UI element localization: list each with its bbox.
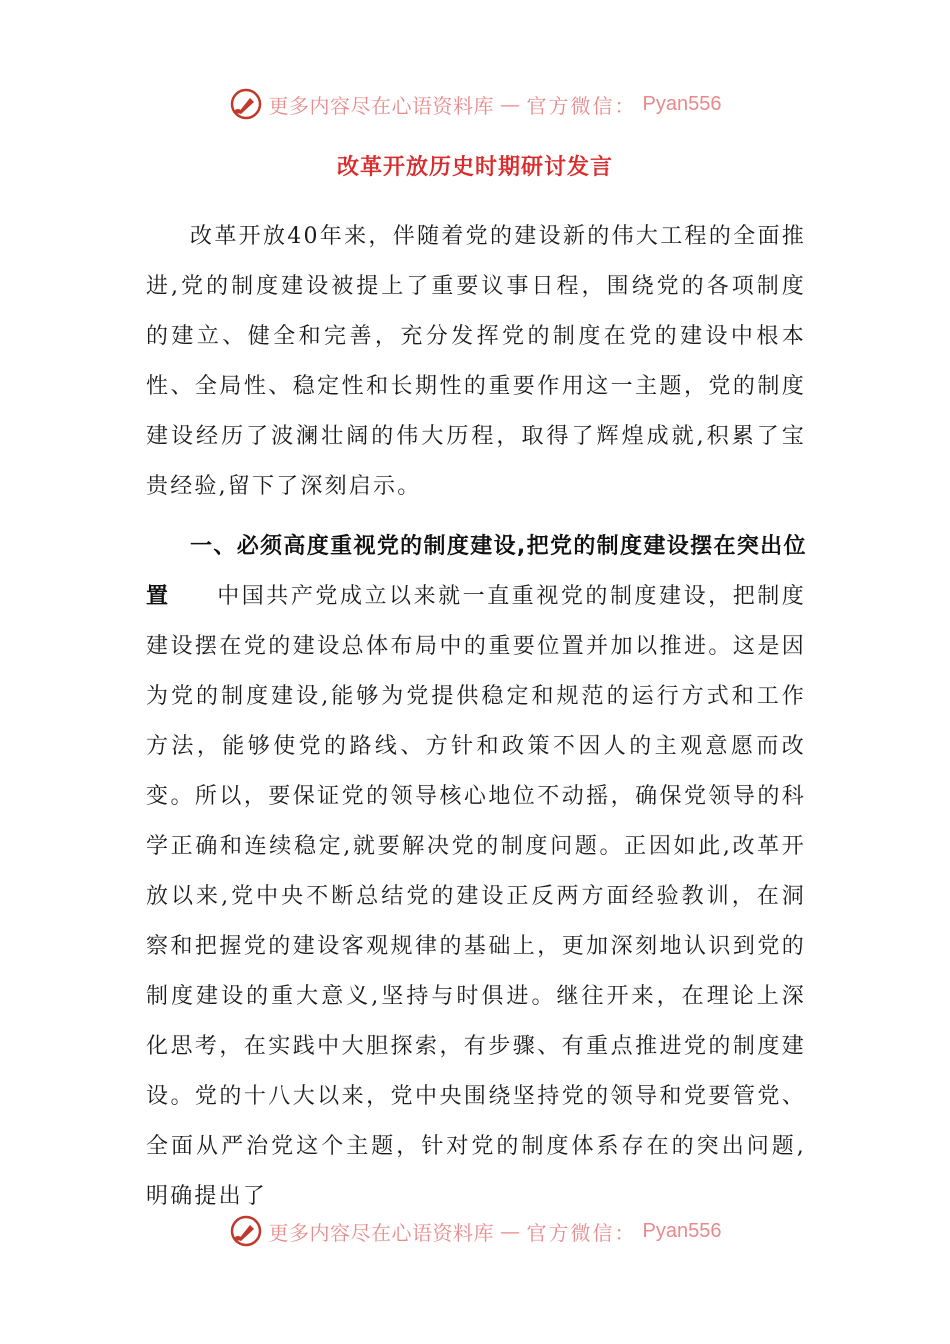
section-1-heading: 一、必须高度重视党的制度建设,把党的制度建设摆在突出位置 bbox=[146, 534, 806, 609]
banner-wechat-id: Pyan556 bbox=[642, 1219, 722, 1242]
section-1-body: 中国共产党成立以来就一直重视党的制度建设，把制度建设摆在党的建设总体布局中的重要位置并加以推进。这是因为党的制度建设,能够为党提供稳定和规范的运行方式和工作方法，能够使党的路线、方针和政策不因人的主观意愿而改变。所以，要保证党的领导核心地位不动摇，确保党领导的科学正确和连续稳定,就要解决党的制度问题。正因如此,改革开放以来,党中央不断总结党的建设正反两方面经验教训，在洞察和把握党的建设客观规律的基础上，更加深刻地认识到党的制度建设的重大意义,坚持与时俱进。继往开来，在理论上深化思考，在实践中大胆探索，有步骤、有重点推进党的制度建设。党的十八大以来，党中央围绕坚持党的领导和党要管党、全面从严治党这个主题，针对党的制度体系存在的突出问题,明确提出了 bbox=[146, 584, 806, 1209]
banner-main-text: 更多内容尽在心语资料库 bbox=[268, 1220, 495, 1245]
banner-dash: — bbox=[500, 92, 521, 116]
banner-wechat-id: Pyan556 bbox=[642, 92, 722, 115]
footer-banner bbox=[0, 1211, 950, 1251]
header-banner bbox=[0, 84, 950, 124]
document-title: 改革开放历史时期研讨发言 bbox=[336, 155, 613, 180]
section-1 bbox=[146, 522, 806, 1222]
banner-dash: — bbox=[500, 1219, 521, 1243]
banner-wechat-label: 官方微信： bbox=[526, 1220, 637, 1245]
banner-main-text: 更多内容尽在心语资料库 bbox=[268, 93, 495, 118]
banner-wechat-label: 官方微信： bbox=[526, 93, 637, 118]
pen-nib-logo-icon bbox=[229, 87, 263, 121]
pen-nib-logo-icon bbox=[229, 1214, 263, 1248]
paragraph-intro: 改革开放40年来，伴随着党的建设新的伟大工程的全面推进,党的制度建设被提上了重要议事日程，围绕党的各项制度的建立、健全和完善，充分发挥党的制度在党的建设中根本性、全局性、稳定性和长期性的重要作用这一主题，党的制度建设经历了波澜壮阔的伟大历程，取得了辉煌成就,积累了宝贵经验,留下了深刻启示。 bbox=[146, 224, 806, 499]
